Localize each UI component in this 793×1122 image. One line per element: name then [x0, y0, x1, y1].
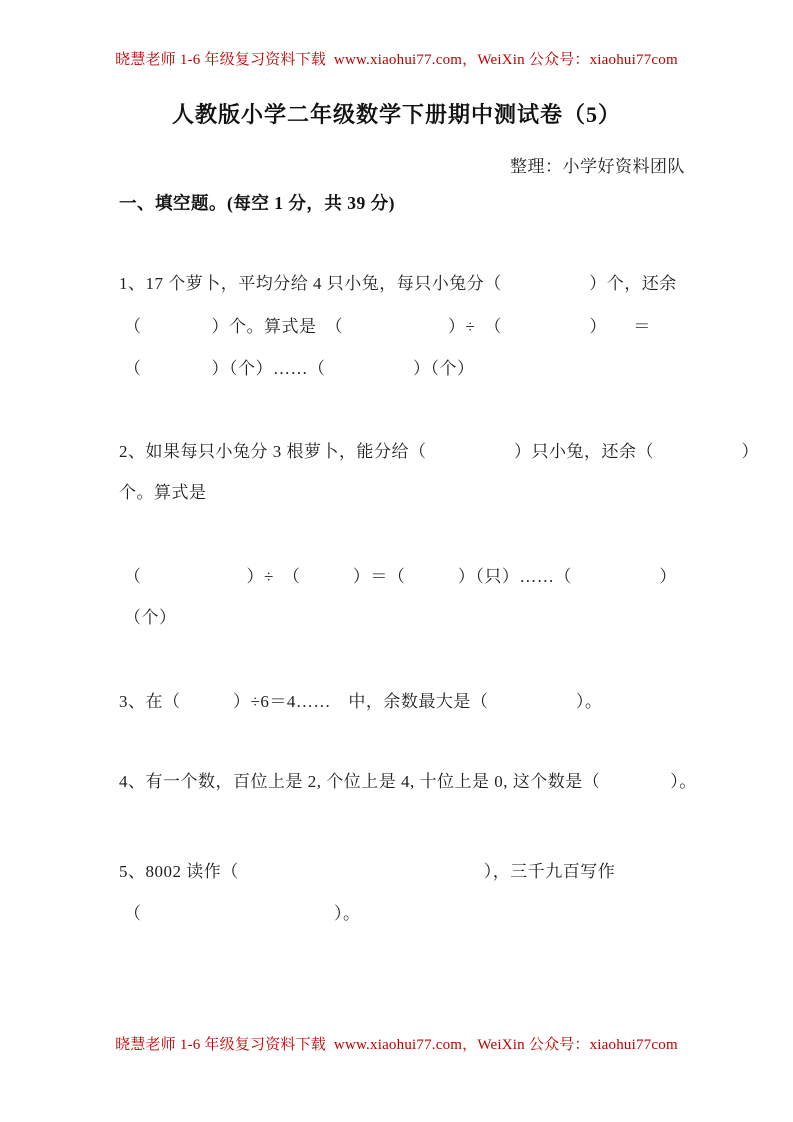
- question-1-line-3: （ ）（个）……（ ）（个）: [124, 359, 475, 378]
- question-2-line-3: （ ）÷ （ ）＝（ ）（只）……（ ）: [124, 567, 677, 586]
- question-2-line-4: （个）: [124, 608, 177, 627]
- question-1-line-2: （ ）个。算式是 （ ）÷ （ ） ＝: [124, 317, 651, 336]
- page-title: 人教版小学二年级数学下册期中测试卷（5）: [171, 102, 621, 127]
- question-3-line-1: 3、在（ ）÷6＝4…… 中，余数最大是（ ）。: [119, 692, 603, 711]
- page-header-text: 晓慧老师 1-6 年级复习资料下载 www.xiaohui77.com，WeiXin 公众号：xiaohui77com: [115, 52, 678, 68]
- section-heading-fill-in-blanks: 一、填空题。(每空 1 分，共 39 分): [119, 193, 395, 213]
- byline: 整理：小学好资料团队: [510, 157, 685, 176]
- question-4-line-1: 4、有一个数，百位上是 2, 个位上是 4, 十位上是 0, 这个数是（ ）。: [119, 772, 697, 791]
- question-2-line-2: 个。算式是: [119, 483, 207, 502]
- page-footer-text: 晓慧老师 1-6 年级复习资料下载 www.xiaohui77.com，WeiXin 公众号：xiaohui77com: [115, 1037, 678, 1053]
- question-5-line-1: 5、8002 读作（ ），三千九百写作: [119, 862, 616, 881]
- question-2-line-1: 2、如果每只小兔分 3 根萝卜，能分给（ ）只小兔，还余（ ）: [119, 442, 759, 461]
- question-5-line-2: （ ）。: [124, 904, 361, 923]
- question-1-line-1: 1、17 个萝卜，平均分给 4 只小兔，每只小兔分（ ）个，还余: [119, 274, 677, 293]
